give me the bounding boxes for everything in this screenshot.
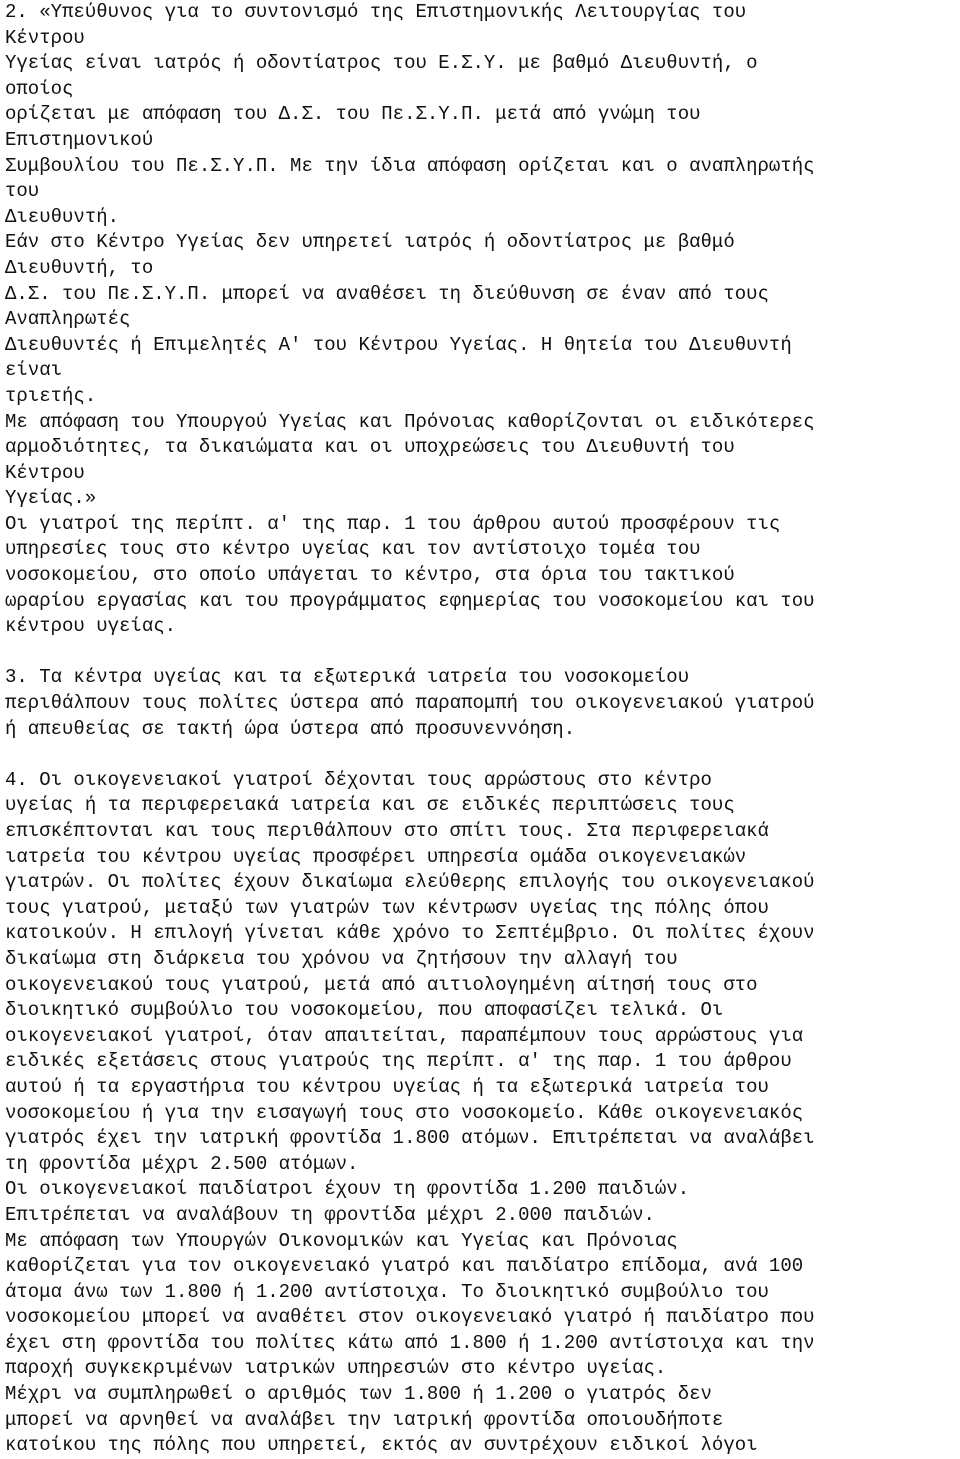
text-line: παροχή συγκεκριμένων ιατρικών υπηρεσιών στο κέντρο υγείας. xyxy=(5,1357,667,1380)
text-line: οικογενειακοί γιατροί, όταν απαιτείται, παραπέμπουν τους αρρώστους για xyxy=(5,1024,804,1047)
text-line: Οι γιατροί της περίπτ. α' της παρ. 1 του άρθρου αυτού προσφέρουν τις xyxy=(5,512,781,535)
text-line: μπορεί να αρνηθεί να αναλάβει την ιατρική φροντίδα οποιουδήποτε xyxy=(5,1408,724,1431)
text-line: Κέντρου xyxy=(5,461,85,484)
text-line: κέντρου υγείας. xyxy=(5,615,177,638)
text-line: Επιτρέπεται να αναλάβουν τη φροντίδα μέχρι 2.000 παιδιών. xyxy=(5,1203,655,1226)
text-line: Διευθυντή. xyxy=(5,205,120,228)
text-line: αυτού ή τα εργαστήρια του κέντρου υγείας ή τα εξωτερικά ιατρεία του xyxy=(5,1075,769,1098)
text-line: άτομα άνω των 1.800 ή 1.200 αντίστοιχα. Το διοικητικό συμβούλιο του xyxy=(5,1280,769,1303)
text-line: Αναπληρωτές xyxy=(5,308,131,331)
text-line: ειδικές εξετάσεις στους γιατρούς της περίπτ. α' της παρ. 1 του άρθρου xyxy=(5,1050,792,1073)
text-line: έχει στη φροντίδα του πολίτες κάτω από 1.800 ή 1.200 αντίστοιχα και την xyxy=(5,1331,815,1354)
text-line: περιθάλπουν τους πολίτες ύστερα από παραπομπή του οικογενειακού γιατρού xyxy=(5,692,815,715)
text-line: Με απόφαση των Υπουργών Οικονομικών και Υγείας και Πρόνοιας xyxy=(5,1229,678,1252)
text-line: Διευθυντή, το xyxy=(5,256,154,279)
text-line: Επιστημονικού xyxy=(5,128,154,151)
text-line: Διευθυντές ή Επιμελητές Α' του Κέντρου Υγείας. Η θητεία του Διευθυντή xyxy=(5,333,792,356)
text-line: ωραρίου εργασίας και του προγράμματος εφημερίας του νοσοκομείου και του xyxy=(5,589,815,612)
text-line: γιατρός έχει την ιατρική φροντίδα 1.800 ατόμων. Επιτρέπεται να αναλάβει xyxy=(5,1127,815,1150)
text-line: Οι οικογενειακοί παιδίατροι έχουν τη φροντίδα 1.200 παιδιών. xyxy=(5,1178,690,1201)
text-line: τριετής. xyxy=(5,384,97,407)
text-line: ή απευθείας σε τακτή ώρα ύστερα από προσυνεννόηση. xyxy=(5,717,576,740)
text-line: 2. «Υπεύθυνος για το συντονισμό της Επιστημονικής Λειτουργίας του xyxy=(5,1,747,23)
text-line: του xyxy=(5,180,40,203)
text-line: καθορίζεται για τον οικογενειακό γιατρό και παιδίατρο επίδομα, ανά 100 xyxy=(5,1255,804,1278)
text-line: οποίος xyxy=(5,77,74,100)
text-line: κατοίκου της πόλης που υπηρετεί, εκτός αν συντρέχουν ειδικοί λόγοι xyxy=(5,1434,758,1457)
text-line: τους γιατρού, μεταξύ των γιατρών των κέντρωσν υγείας της πόλης όπου xyxy=(5,896,769,919)
text-line: οικογενειακού τους γιατρού, μετά από αιτιολογημένη αίτησή τους στο xyxy=(5,973,758,996)
text-line: Με απόφαση του Υπουργού Υγείας και Πρόνοιας καθορίζονται οι ειδικότερες xyxy=(5,410,815,433)
text-line: υγείας ή τα περιφερειακά ιατρεία και σε ειδικές περιπτώσεις τους xyxy=(5,794,735,817)
text-line: επισκέπτονται και τους περιθάλπουν στο σπίτι τους. Στα περιφερειακά xyxy=(5,820,769,842)
text-line: νοσοκομείου, στο οποίο υπάγεται το κέντρο, στα όρια του τακτικού xyxy=(5,564,735,587)
text-line: τη φροντίδα μέχρι 2.500 ατόμων. xyxy=(5,1152,359,1175)
text-line: γιατρών. Οι πολίτες έχουν δικαίωμα ελεύθερης επιλογής του οικογενειακού xyxy=(5,871,815,894)
text-line: υπηρεσίες τους στο κέντρο υγείας και τον αντίστοιχο τομέα του xyxy=(5,538,701,561)
text-line: νοσοκομείου ή για την εισαγωγή τους στο νοσοκομείο. Κάθε οικογενειακός xyxy=(5,1101,804,1124)
text-line: Υγείας είναι ιατρός ή οδοντίατρος του Ε.Σ.Υ. με βαθμό Διευθυντή, ο xyxy=(5,52,758,75)
text-line: διοικητικό συμβούλιο του νοσοκομείου, που αποφασίζει τελικά. Οι xyxy=(5,999,724,1022)
blank-line xyxy=(5,640,955,666)
text-line: 3. Τα κέντρα υγείας και τα εξωτερικά ιατρεία του νοσοκομείου xyxy=(5,666,690,689)
text-line: Δ.Σ. του Πε.Σ.Υ.Π. μπορεί να αναθέσει τη διεύθυνση σε έναν από τους xyxy=(5,282,769,305)
text-line: Εάν στο Κέντρο Υγείας δεν υπηρετεί ιατρός ή οδοντίατρος με βαθμό xyxy=(5,231,735,254)
blank-line xyxy=(5,742,955,768)
text-line: ορίζεται με απόφαση του Δ.Σ. του Πε.Σ.Υ.Π. μετά από γνώμη του xyxy=(5,103,701,126)
text-line: είναι xyxy=(5,359,63,382)
text-line: Υγείας.» xyxy=(5,487,97,510)
text-line: Κέντρου xyxy=(5,26,85,49)
text-line: Συμβουλίου του Πε.Σ.Υ.Π. Με την ίδια απόφαση ορίζεται και ο αναπληρωτής xyxy=(5,154,815,177)
text-line: Μέχρι να συμπληρωθεί ο αριθμός των 1.800 ή 1.200 ο γιατρός δεν xyxy=(5,1383,712,1406)
text-line: 4. Οι οικογενειακοί γιατροί δέχονται τους αρρώστους στο κέντρο xyxy=(5,768,712,791)
document-body xyxy=(5,0,955,1459)
text-line: δικαίωμα στη διάρκεια του χρόνου να ζητήσουν την αλλαγή του xyxy=(5,947,678,970)
text-line: νοσοκομείου μπορεί να αναθέτει στον οικογενειακό γιατρό ή παιδίατρο που xyxy=(5,1306,815,1329)
text-line: ιατρεία του κέντρου υγείας προσφέρει υπηρεσία ομάδα οικογενειακών xyxy=(5,845,747,868)
text-line: αρμοδιότητες, τα δικαιώματα και οι υποχρεώσεις του Διευθυντή του xyxy=(5,436,735,459)
text-line: κατοικούν. Η επιλογή γίνεται κάθε χρόνο το Σεπτέμβριο. Οι πολίτες έχουν xyxy=(5,922,815,945)
